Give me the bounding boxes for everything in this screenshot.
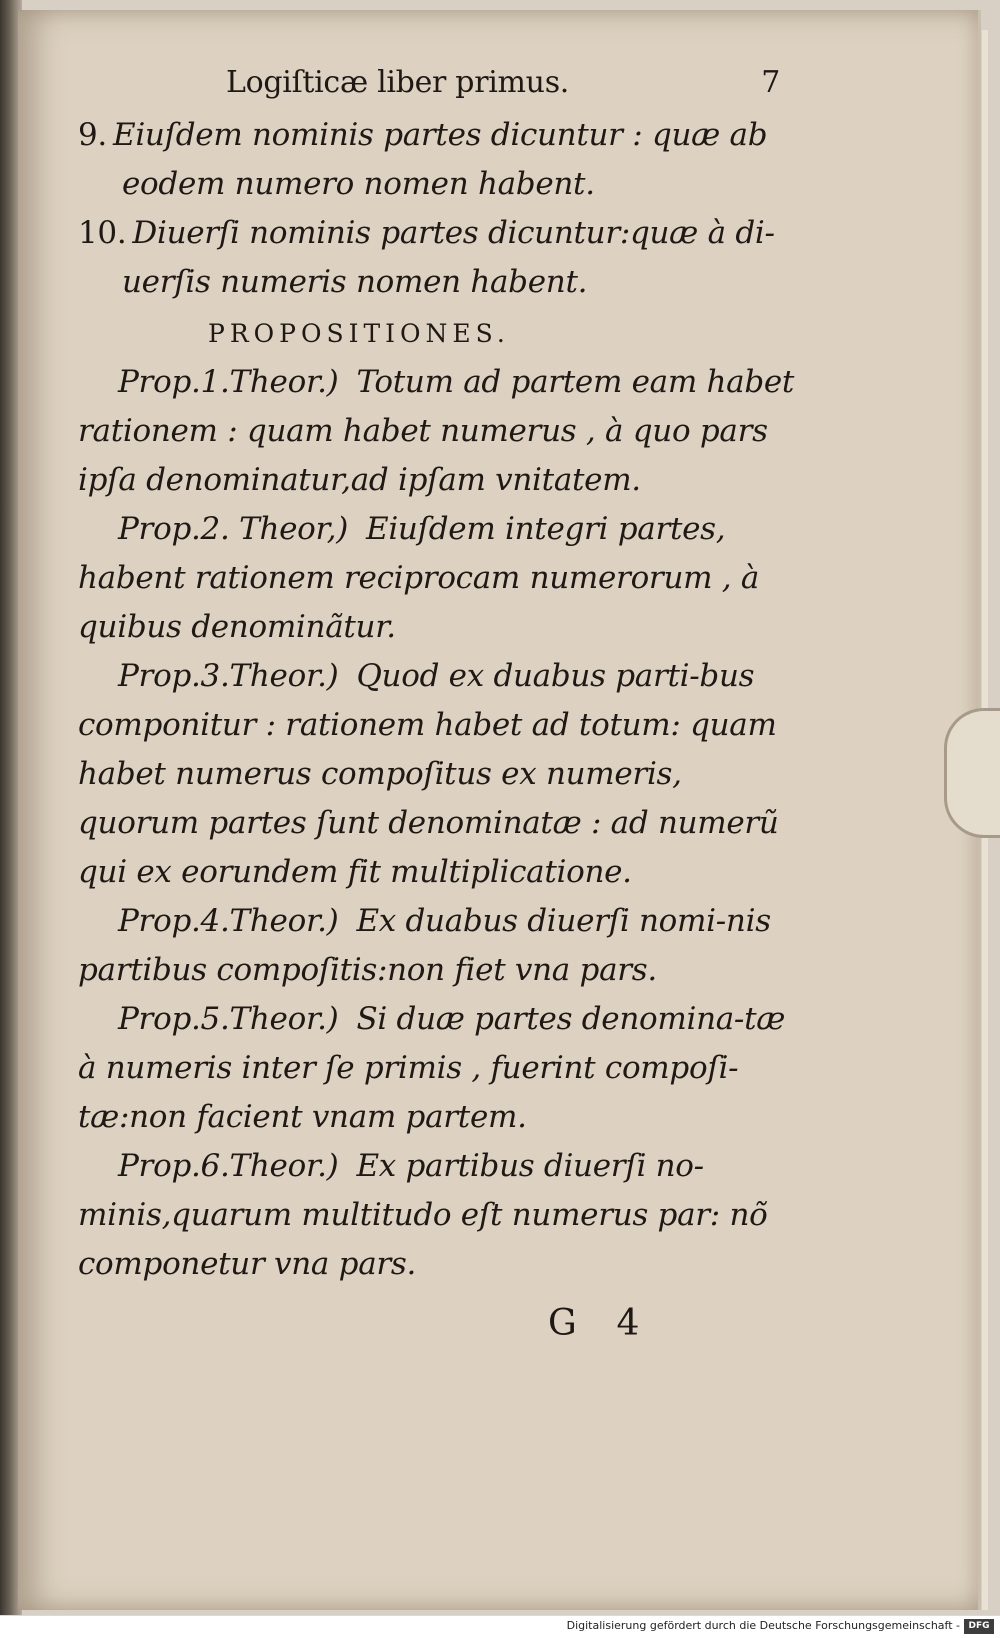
definition-line: Diuerſi nominis partes dicuntur:quæ à di-: [132, 215, 775, 251]
proposition-5: [78, 995, 798, 1142]
definition-line: Eiuſdem nominis partes dicuntur : quæ ab: [112, 117, 768, 153]
proposition-label: Prop.3.Theor.): [118, 658, 339, 694]
footer-bar: [0, 1615, 1000, 1638]
signature-number: 4: [616, 1303, 640, 1344]
page-text: [78, 58, 798, 1348]
proposition-label: Prop.5.Theor.): [118, 1001, 339, 1037]
proposition-2: [78, 505, 798, 652]
funding-credit: Digitalisierung gefördert durch die Deutsche Forschungsgemeinschaft -: [566, 1619, 960, 1632]
dfg-logo: DFG: [964, 1619, 994, 1634]
proposition-3: [78, 652, 798, 897]
definition-10: [78, 209, 798, 307]
definition-line: eodem numero nomen habent.: [122, 166, 595, 202]
running-header: [78, 58, 798, 107]
proposition-text: Si duæ partes denomina-tæ à numeris inter ſe primis , fuerint compoſi-tæ:non facient vnam partem.: [78, 1001, 786, 1135]
proposition-text: Ex partibus diuerſi no-minis,quarum multitudo eſt numerus par: nõ componetur vna pars.: [78, 1148, 768, 1282]
proposition-text: Totum ad partem eam habet rationem : quam habet numerus , à quo pars ipſa denominatur,ad ipſam vnitatem.: [78, 364, 795, 498]
proposition-text: Eiuſdem integri partes, habent rationem reciprocam numerorum , à quibus denominãtur.: [78, 511, 760, 645]
proposition-label: Prop.2. Theor,): [118, 511, 348, 547]
signature-mark: [78, 1299, 798, 1348]
proposition-label: Prop.4.Theor.): [118, 903, 339, 939]
definition-number: 10.: [78, 215, 127, 251]
definition-9: [78, 111, 798, 209]
proposition-text: Quod ex duabus parti-bus componitur : rationem habet ad totum: quam habet numerus compoſitus ex numeris, quorum partes ſunt denominatæ : ad numerũ qui ex eorundem fit multiplicatione.: [78, 658, 779, 890]
folio-number: 7: [761, 65, 780, 100]
proposition-6: [78, 1142, 798, 1289]
section-heading: PROPOSITIONES.: [208, 319, 510, 348]
proposition-4: [78, 897, 798, 995]
proposition-1: [78, 358, 798, 505]
page-clasp: [944, 708, 1000, 838]
running-title: Logiſticæ liber primus.: [226, 65, 570, 100]
proposition-text: Ex duabus diuerſi nomi-nis partibus compoſitis:non fiet vna pars.: [78, 903, 771, 988]
definition-line: uerſis numeris nomen habent.: [122, 264, 588, 300]
proposition-label: Prop.1.Theor.): [118, 364, 339, 400]
signature-letter: G: [548, 1303, 577, 1344]
definition-number: 9.: [78, 117, 107, 153]
proposition-label: Prop.6.Theor.): [118, 1148, 339, 1184]
